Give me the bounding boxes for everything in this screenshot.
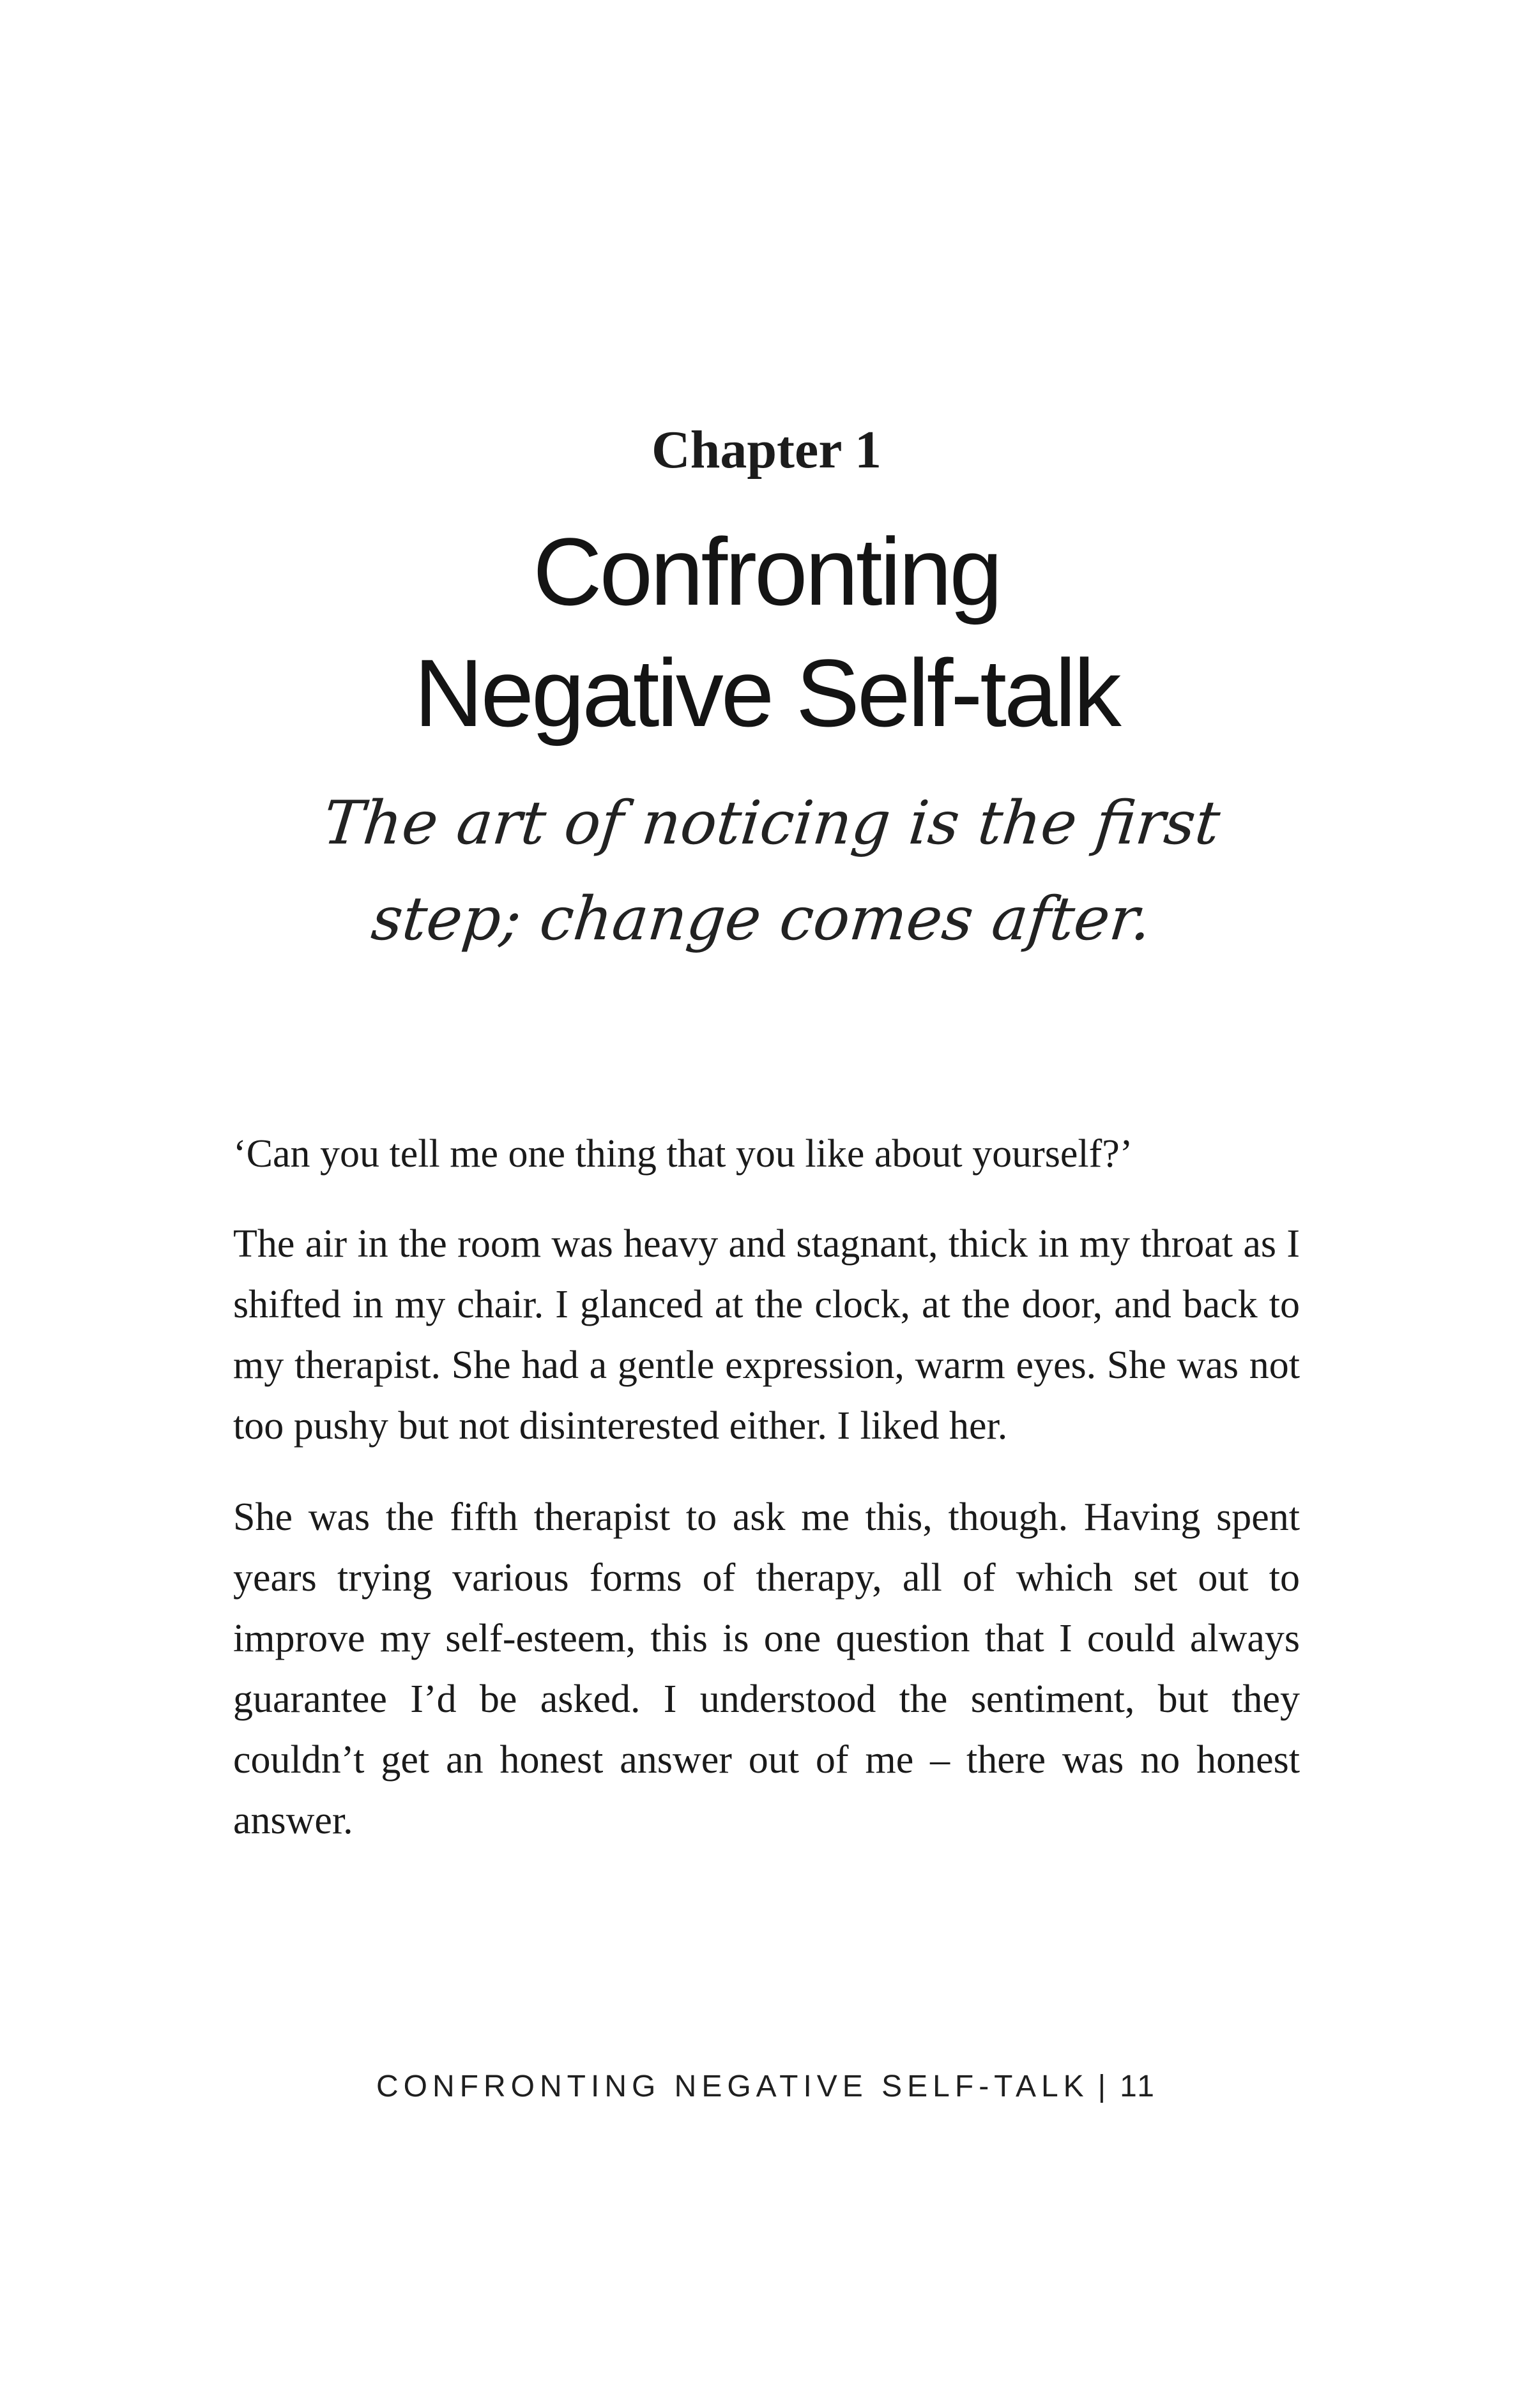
- epigraph: [0, 776, 1533, 967]
- epigraph-line-2: step; change comes after.: [368, 884, 1155, 954]
- chapter-title-line-1: Confronting: [533, 518, 1000, 625]
- paragraph-1: ‘Can you tell me one thing that you like about yourself?’: [233, 1132, 1133, 1176]
- running-head: CONFRONTING NEGATIVE SELF-TALK: [376, 2070, 1089, 2103]
- paragraph-2: The air in the room was heavy and stagnant, thick in my throat as I shifted in my chair. I glanced at the clock, at the door, and back to my therapist. She had a gentle expression, warm eyes. She was not too pushy but not disinterested either. I liked her.: [233, 1222, 1300, 1448]
- chapter-label: Chapter 1: [651, 420, 882, 480]
- paragraph-3: She was the fifth therapist to ask me this, though. Having spent years trying various forms of therapy, all of which set out to improve my self-esteem, this is one question that I could always guarantee I’d be asked. I understood the sentiment, but they couldn’t get an honest answer out of me – there was no honest answer.: [233, 1496, 1300, 1842]
- chapter-title-line-2: Negative Self-talk: [414, 639, 1119, 746]
- epigraph-line-1: The art of noticing is the first: [319, 789, 1223, 858]
- footer-separator: |: [1097, 2070, 1106, 2103]
- page-footer: [0, 2068, 1533, 2106]
- body-text: [233, 1124, 1300, 1882]
- chapter-title: [0, 511, 1533, 753]
- page-number: 11: [1120, 2070, 1157, 2103]
